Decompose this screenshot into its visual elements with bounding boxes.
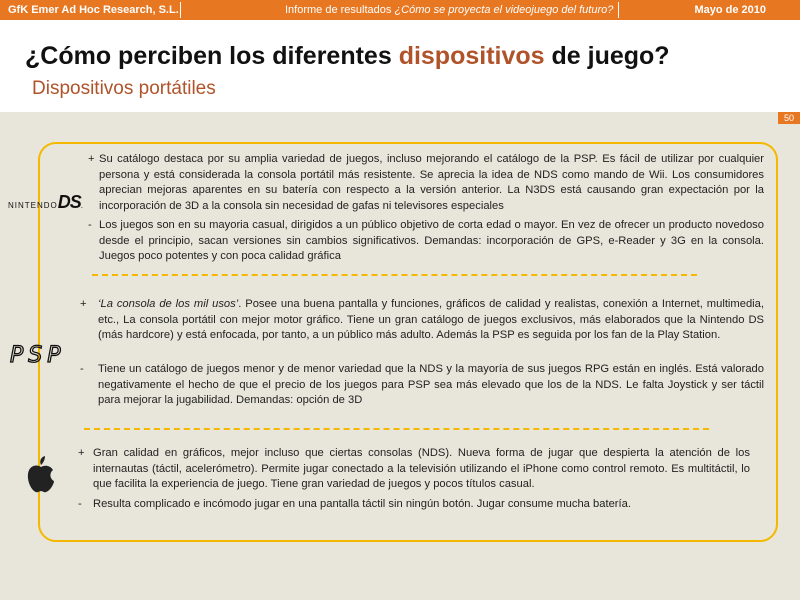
nds-negative-text	[88, 218, 764, 265]
psp-negative-text	[80, 362, 764, 409]
negative-sign: -	[88, 219, 92, 231]
report-subject: ¿Cómo se proyecta el videojuego del futuro?	[394, 4, 614, 16]
report-date: Mayo de 2010	[694, 4, 766, 16]
nds-negative-item	[88, 218, 764, 265]
psp-logo	[8, 344, 82, 371]
slide-title	[25, 42, 670, 71]
apple-icon-graphic	[26, 455, 56, 495]
negative-sign: -	[78, 498, 82, 510]
ds-trademark: .	[80, 201, 85, 210]
company-name: GfK Emer Ad Hoc Research, S.L.	[8, 4, 179, 16]
iphone-positive-content: Gran calidad en gráficos, mejor incluso que ciertas consolas (NDS). Nueva forma de jugar que despierta la atención de los internautas (táctil, acelerómetro). Permite jugar conectado a la televisión utilizando el iPhone como control remoto. Es multitáctil, lo que facilita la experiencia de juego. Tiene gran variedad de juegos y pocos títulos casual.	[93, 447, 750, 490]
header-divider	[180, 2, 181, 18]
nintendo-wordmark: NINTENDO	[8, 201, 58, 210]
negative-sign: -	[80, 363, 84, 375]
section-divider	[84, 428, 709, 430]
top-header-bar	[0, 0, 800, 20]
slide-subtitle: Dispositivos portátiles	[32, 78, 216, 99]
nds-positive-item	[88, 152, 764, 214]
title-part2: de juego?	[544, 42, 670, 70]
iphone-negative-item	[78, 497, 750, 513]
iphone-negative-content: Resulta complicado e incómodo jugar en una pantalla táctil sin ningún botón. Jugar consume mucha batería.	[93, 498, 631, 510]
ds-wordmark: DS	[57, 192, 81, 212]
iphone-positive-text	[78, 446, 750, 493]
positive-sign: +	[80, 298, 87, 310]
psp-wordmark: PSP	[10, 344, 66, 366]
title-highlight: dispositivos	[398, 42, 545, 70]
psp-negative-content: Tiene un catálogo de juegos menor y de menor variedad que la NDS y la mayoría de sus juegos RPG están en inglés. Está valorado negativamente el hecho de que el precio de los juegos para PSP sea más elevado que los de la NDS. Le falta Joystick y ser táctil para mejorar la jugabilidad. Demandas: opción de 3D	[98, 363, 764, 406]
page-number: 50	[778, 112, 800, 124]
psp-positive-text	[80, 297, 764, 344]
iphone-positive-item	[78, 446, 750, 493]
positive-sign: +	[88, 153, 95, 165]
nds-negative-content: Los juegos son en su mayoria casual, dirigidos a un público objetivo de corta edad o mayor. En vez de ofrecer un producto novedoso desde el principio, sacan versiones sin cambios significativos. Demandas: incorporación de GPS, e-Reader y 3G en la consola. Juegos poco potentes y con poca calidad gráfica	[99, 219, 764, 262]
title-part1: ¿Cómo perciben los diferentes	[25, 42, 399, 70]
iphone-negative-text	[78, 497, 750, 513]
section-divider	[92, 274, 697, 276]
psp-positive-content: . Posee una buena pantalla y funciones, gráficos de calidad y realistas, conexión a Internet, multimedia, etc., La consola portátil con mejor motor gráfico. Tiene un gran catálogo de juegos exclusivos, más elaborados que la Nintendo DS (más hardcore) y está enfocada, por tanto, a un público más adulto. Además la PSP es seguida por los fan de la Play Station.	[98, 298, 764, 341]
psp-positive-item	[80, 297, 764, 344]
psp-logo-graphic	[8, 344, 82, 366]
slide-header	[0, 20, 800, 112]
psp-negative-item	[80, 362, 764, 409]
report-prefix: Informe de resultados	[285, 4, 395, 16]
nintendo-ds-logo	[8, 192, 84, 213]
nds-positive-text	[88, 152, 764, 214]
report-title	[285, 0, 613, 20]
psp-positive-quote: ‘La consola de los mil usos’	[98, 298, 239, 310]
header-divider	[618, 2, 619, 18]
nds-positive-content: Su catálogo destaca por su amplia variedad de juegos, incluso mejorando el catálogo de la PSP. Es fácil de utilizar por cualquier persona y está considerada la consola portátil más resistente. Se aprecia la idea de NDS como mando de Wii. Los consumidores aprecian mejoras aparentes en su batería con respecto a la versión anterior. La N3DS está causando gran expectación por la incorporación de 3D a la consola sin necesidad de gafas ni televisores especiales	[99, 153, 764, 212]
positive-sign: +	[78, 447, 85, 459]
apple-icon	[26, 455, 56, 500]
